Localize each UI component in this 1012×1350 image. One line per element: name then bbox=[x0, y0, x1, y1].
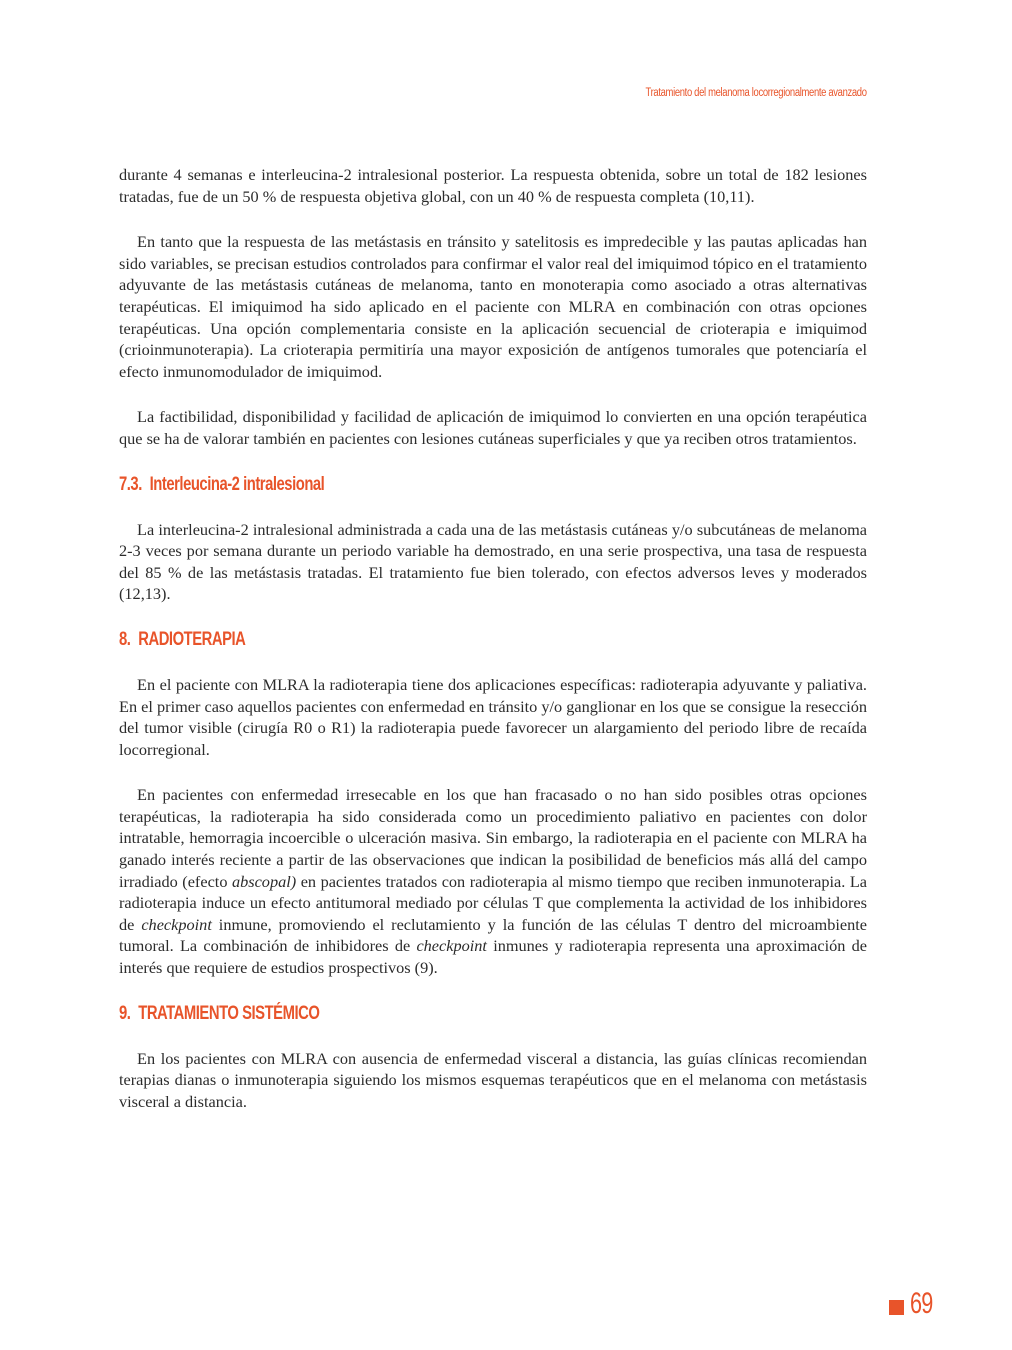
paragraph-4: La interleucina-2 intralesional administrada a cada una de las metástasis cutáneas y/o subcutáneas de melanoma 2-3 veces por semana durante un periodo variable ha demostrado, en una serie prospectiva, una tasa de respuesta del 85 % de las metástasis tratadas. El tratamiento fue bien tolerado, con efectos adversos leves y moderados (12,13). bbox=[119, 519, 867, 604]
paragraph-7: En los pacientes con MLRA con ausencia de enfermedad visceral a distancia, las guías clínicas recomiendan terapias dianas o inmunoterapia siguiendo los mismos esquemas terapéuticos que en el melanoma con metástasis visceral a distancia. bbox=[119, 1048, 867, 1111]
running-header: Tratamiento del melanoma locorregionalmente avanzado bbox=[645, 87, 867, 99]
section-number: 9. bbox=[119, 1002, 131, 1024]
paragraph-5: En el paciente con MLRA la radioterapia tiene dos aplicaciones específicas: radioterapia adyuvante y paliativa. En el primer caso aquellos pacientes con enfermedad en tránsito y/o ganglionar en los que se consigue la resección del tumor visible (cirugía R0 o R1) la radioterapia puede favorecer un alargamiento del periodo libre de recaída locorregional. bbox=[119, 674, 867, 759]
square-marker-icon bbox=[889, 1300, 904, 1315]
section-number: 7.3. bbox=[119, 473, 142, 495]
section-title: Interleucina-2 intralesional bbox=[149, 473, 325, 495]
text-run: en pacientes tratados con radioterapia al mismo tiempo que reciben inmunoterapia. La radioterapia induce un efecto antitumoral mediado por células T que complementa la actividad de los inhibidores de bbox=[119, 871, 867, 934]
text-run: inmune, promoviendo el reclutamiento y la función de las células T dentro del microambiente tumoral. La combinación de inhibidores de bbox=[119, 914, 867, 956]
text-run: inmunes y radioterapia representa una aproximación de interés que requiere de estudios prospectivos (9). bbox=[119, 936, 867, 978]
section-title: TRATAMIENTO SISTÉMICO bbox=[138, 1002, 320, 1024]
page-body bbox=[119, 164, 867, 1136]
section-number: 8. bbox=[119, 628, 131, 650]
section-heading-7-3 bbox=[119, 474, 702, 496]
paragraph-2: En tanto que la respuesta de las metástasis en tránsito y satelitosis es impredecible y las pautas aplicadas han sido variables, se precisan estudios controlados para confirmar el valor real del imiquimod tópico en el tratamiento adyuvante de las metástasis cutáneas de melanoma, tanto en monoterapia como asociado a otras alternativas terapéuticas. El imiquimod ha sido aplicado en el paciente con MLRA en combinación con otras opciones terapéuticas. Una opción complementaria consiste en la aplicación secuencial de crioterapia e imiquimod (crioinmunoterapia). La crioterapia permitiría una mayor exposición de antígenos tumorales que potenciaría el efecto inmunomodulador de imiquimod. bbox=[119, 232, 867, 381]
paragraph-3: La factibilidad, disponibilidad y facilidad de aplicación de imiquimod lo convierten en una opción terapéutica que se ha de valorar también en pacientes con lesiones cutáneas superficiales y que ya reciben otros tratamientos. bbox=[119, 407, 867, 448]
italic-term: checkpoint bbox=[416, 936, 487, 956]
section-heading-8 bbox=[119, 629, 702, 651]
section-heading-9 bbox=[119, 1003, 702, 1025]
paragraph-1: durante 4 semanas e interleucina-2 intralesional posterior. La respuesta obtenida, sobre un total de 182 lesiones tratadas, fue de un 50 % de respuesta objetiva global, con un 40 % de respuesta completa (10,11). bbox=[119, 165, 867, 206]
italic-term: checkpoint bbox=[141, 914, 212, 934]
section-title: RADIOTERAPIA bbox=[138, 628, 246, 650]
page-number bbox=[889, 1287, 941, 1321]
page-number-text: 69 bbox=[910, 1287, 933, 1320]
italic-term: abscopal) bbox=[231, 871, 297, 891]
paragraph-6 bbox=[119, 784, 867, 978]
text-run: En pacientes con enfermedad irresecable en los que han fracasado o no han sido posibles otras opciones terapéuticas, la radioterapia ha sido considerada como un procedimiento paliativo en pacientes con dolor intratable, hemorragia incoercible o ulceración masiva. Sin embargo, la radioterapia en el paciente con MLRA ha ganado interés reciente a partir de las observaciones que indican la posibilidad de beneficios más allá del campo irradiado (efecto bbox=[119, 785, 867, 891]
